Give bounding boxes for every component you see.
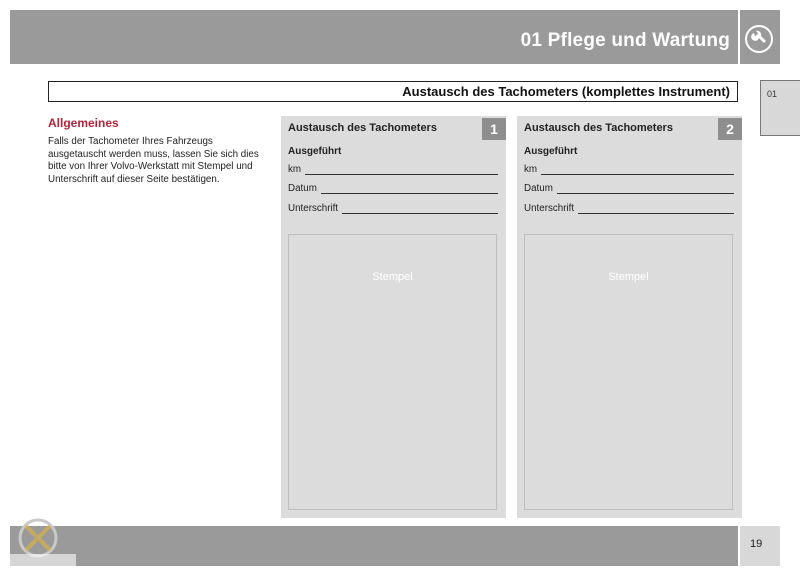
- date-field[interactable]: [288, 180, 498, 194]
- stamp-label: Stempel: [372, 271, 413, 283]
- intro-heading: Allgemeines: [48, 116, 119, 130]
- date-line: [557, 183, 734, 194]
- section-title: Austausch des Tachometers (komplettes Instrument): [402, 84, 730, 99]
- date-line: [321, 183, 498, 194]
- replacement-card-2: [517, 116, 742, 518]
- card-subtitle: Ausgeführt: [524, 146, 578, 157]
- stamp-label: Stempel: [608, 271, 649, 283]
- date-field[interactable]: [524, 180, 734, 194]
- intro-text: Falls der Tachometer Ihres Fahrzeugs ausgetauscht werden muss, lassen Sie sich dies bitte von Ihrer Volvo-Werkstatt mit Stempel und Unterschrift auf dieser Seite bestätigen.: [48, 136, 259, 185]
- card-subtitle: Ausgeführt: [288, 146, 342, 157]
- signature-line: [342, 203, 498, 214]
- section-title-box: [48, 81, 738, 102]
- watermark-logo: [8, 516, 80, 570]
- chapter-title: 01 Pflege und Wartung: [520, 30, 730, 51]
- footer-bar: [10, 526, 738, 566]
- signature-label: Unterschrift: [288, 203, 339, 214]
- km-line: [305, 164, 498, 175]
- card-header: [281, 116, 506, 138]
- date-label: Datum: [288, 183, 317, 194]
- stamp-box: [288, 234, 497, 510]
- page-number-box: [740, 526, 780, 566]
- card-title: Austausch des Tachometers: [524, 122, 673, 134]
- card-number: 2: [718, 118, 742, 140]
- wrench-icon: [744, 24, 774, 54]
- chapter-tab: 01: [760, 80, 800, 136]
- card-header: [517, 116, 742, 138]
- km-line: [541, 164, 734, 175]
- signature-label: Unterschrift: [524, 203, 575, 214]
- replacement-card-1: [281, 116, 506, 518]
- km-label: km: [524, 164, 538, 175]
- stamp-box: [524, 234, 733, 510]
- km-label: km: [288, 164, 302, 175]
- chapter-icon-box: [740, 10, 780, 64]
- km-field[interactable]: [524, 161, 734, 175]
- signature-line: [578, 203, 734, 214]
- card-title: Austausch des Tachometers: [288, 122, 437, 134]
- signature-field[interactable]: [288, 200, 498, 214]
- header-bar: [10, 10, 738, 64]
- km-field[interactable]: [288, 161, 498, 175]
- page-number: 19: [750, 538, 763, 550]
- signature-field[interactable]: [524, 200, 734, 214]
- date-label: Datum: [524, 183, 553, 194]
- card-number: 1: [482, 118, 506, 140]
